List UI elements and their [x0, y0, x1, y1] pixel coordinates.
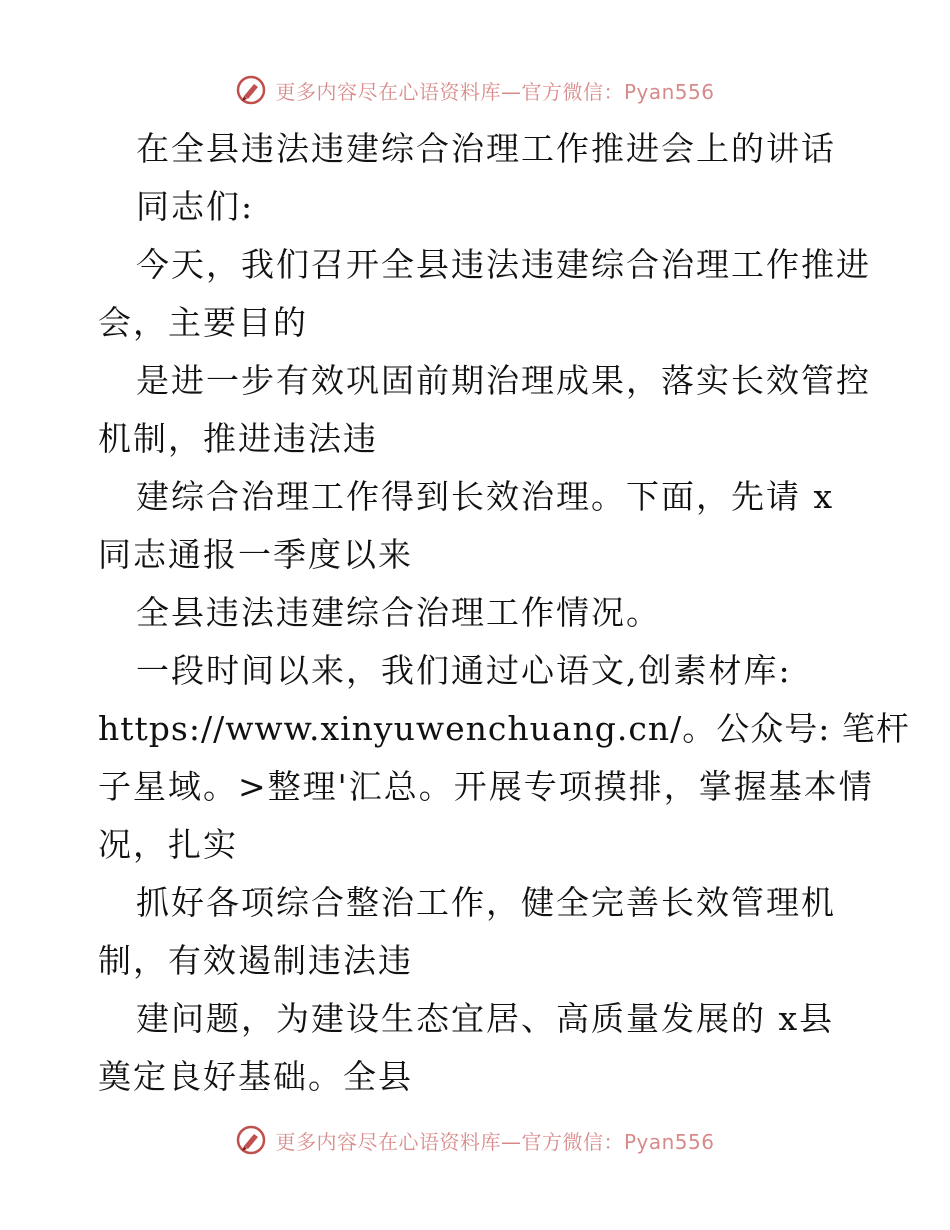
text-line: 子星域。>整理'汇总。开展专项摸排，掌握基本情: [98, 767, 874, 806]
footer-banner: [0, 1120, 950, 1160]
footer-banner-text: 更多内容尽在心语资料库—官方微信：Pyan556: [275, 1129, 715, 1154]
pen-logo-icon: [235, 1124, 267, 1156]
text-line: 建问题，为建设生态宜居、高质量发展的 x县: [136, 999, 835, 1038]
text-line: 今天，我们召开全县违法违建综合治理工作推进: [136, 245, 871, 284]
document-title: 在全县违法违建综合治理工作推进会上的讲话: [136, 129, 836, 168]
text-line: 况，扎实: [98, 825, 238, 864]
text-line: 抓好各项综合整治工作，健全完善长效管理机: [136, 883, 836, 922]
header-banner: [0, 70, 950, 110]
text-line: 全县违法违建综合治理工作情况。: [136, 593, 661, 632]
pen-logo-icon: [235, 74, 267, 106]
text-line: 是进一步有效巩固前期治理成果，落实长效管控: [136, 361, 871, 400]
text-line: 制，有效遏制违法违: [98, 941, 413, 980]
text-line: 同志们:: [136, 187, 255, 226]
text-line: 会，主要目的: [98, 303, 308, 342]
header-banner-text: 更多内容尽在心语资料库—官方微信：Pyan556: [275, 79, 715, 104]
text-line: 机制，推进违法违: [98, 419, 378, 458]
text-line: 一段时间以来，我们通过心语文,创素材库:: [136, 651, 792, 690]
text-line: 同志通报一季度以来: [98, 535, 413, 574]
document-body: [98, 120, 910, 1106]
text-line: https://www.xinyuwenchuang.cn/。公众号: 笔杆: [98, 709, 910, 748]
text-line: 奠定良好基础。全县: [98, 1057, 413, 1096]
text-line: 建综合治理工作得到长效治理。下面，先请 x: [136, 477, 835, 516]
